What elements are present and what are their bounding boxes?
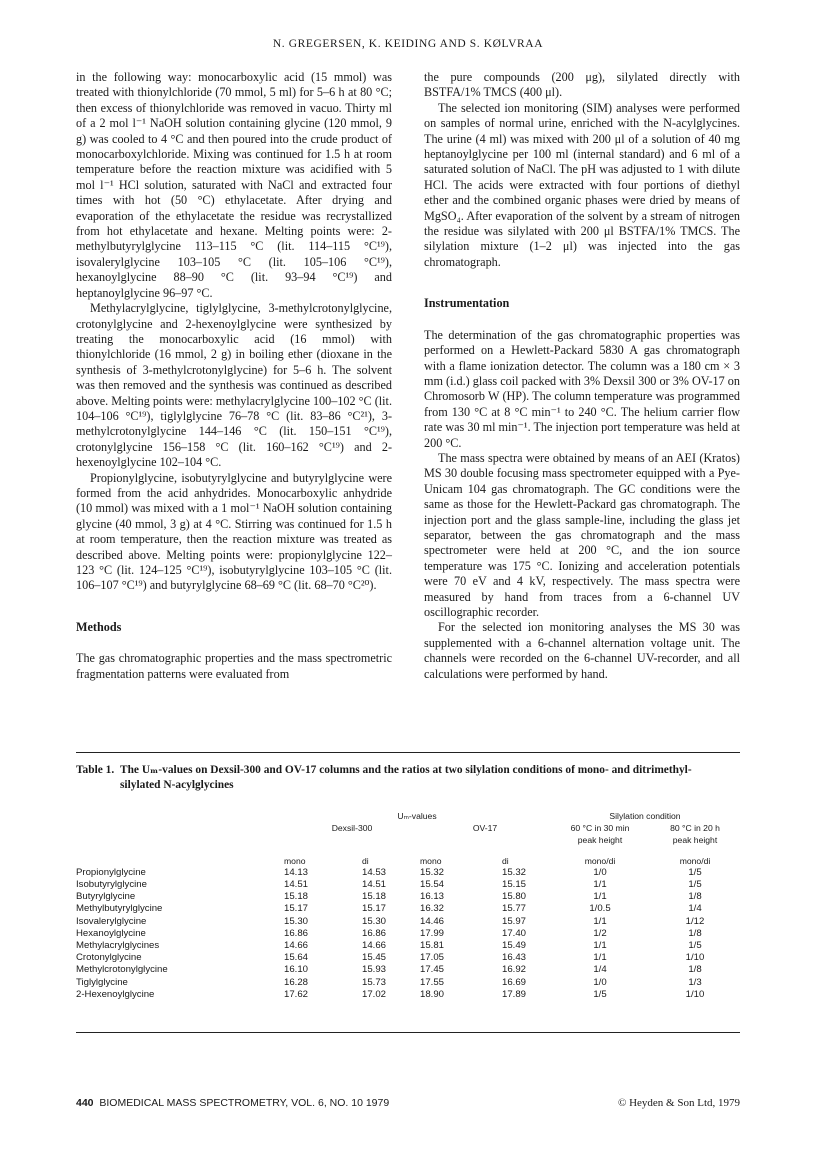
paragraph: For the selected ion monitoring analyses the MS 30 was supplemented with a 6-channel alternation voltage unit. The channels were recorded on the 6-channel UV-recorder, and all calculations were performed by hand.: [424, 620, 740, 681]
table-cell: 15.30: [284, 915, 309, 927]
table-cell: 15.97: [502, 915, 527, 927]
header-um-values: Uₘ-values: [397, 811, 437, 821]
subheader-cell: mono: [420, 855, 442, 866]
table-cell: 14.66: [284, 940, 309, 952]
table-cell: 14.53: [362, 866, 387, 878]
journal-name: BIOMEDICAL MASS SPECTROMETRY, VOL. 6, NO. 10 1979: [99, 1097, 390, 1109]
header-cond1: 60 °C in 30 min: [570, 823, 630, 834]
table-cell: 15.93: [362, 964, 387, 976]
compound-name: Methylacrylglycines: [76, 940, 160, 952]
compound-name: Propionylglycine: [76, 866, 146, 878]
table-cell: 15.80: [502, 891, 527, 903]
paragraph: The selected ion monitoring (SIM) analyses were performed on samples of normal urine, enriched with the N-acylglycines. The urine (4 ml) was mixed with 200 μl of a solution of 40 mg heptanoylglycine per 100 ml (internal standard) and 6 ml of a saturated solution of NaCl. The pH was adjusted to 1 with dilute HCl. The acids were extracted with four portions of diethyl ether and the combined organic phases were dried by means of MgSO₄. After evaporation of the solvent by a stream of nitrogen the residue was silylated with 200 μl BSTFA/1% TMCS. The silylation mixture (1–2 μl) was injected into the gas chromatograph.: [424, 100, 740, 269]
subheader-cell: mono: [284, 855, 306, 866]
table-cell: 16.43: [502, 952, 527, 964]
table-cell: 17.45: [420, 964, 445, 976]
table-cell: 16.10: [284, 964, 309, 976]
caption-text-cont: silylated N-acylglycines: [120, 779, 234, 791]
table-cell: 15.73: [362, 976, 387, 988]
table-cell: 15.54: [420, 879, 445, 891]
section-heading-instrumentation: Instrumentation: [424, 296, 510, 311]
table-cell: 15.18: [362, 891, 387, 903]
section-heading-methods: Methods: [76, 619, 122, 634]
table-cell: 16.92: [502, 964, 527, 976]
table-cell: 1/1: [593, 952, 607, 964]
table-row: [76, 916, 740, 928]
table-row: [76, 989, 740, 1001]
compound-name: Tiglylglycine: [76, 976, 128, 988]
table-cell: 1/2: [593, 927, 607, 939]
paragraph: The determination of the gas chromatographic properties was performed on a Hewlett-Packard 5830 A gas chromatograph with a flame ionization detector. The column was a 180 cm × 3 mm (i.d.) glass coil packed with 3% Dexsil 300 or 3% OV-17 on Chromosorb W (HP). The column temperature was programmed from 130 °C at 8 °C min⁻¹ to 240 °C. The helium carrier flow rate was 30 ml min⁻¹. The injection port temperature was held at 200 °C.: [424, 327, 740, 450]
page-number: 440: [76, 1097, 94, 1109]
table-cell: 17.89: [502, 988, 527, 1000]
table-cell: 15.17: [362, 903, 387, 915]
table-cell: 15.32: [502, 866, 527, 878]
table-cell: 1/0: [593, 976, 607, 988]
subheader-cell: mono/di: [584, 855, 616, 866]
header-dexsil: Dexsil-300: [331, 823, 373, 834]
table-cell: 15.45: [362, 952, 387, 964]
compound-name: Methylcrotonylglycine: [76, 964, 168, 976]
table-cell: 1/3: [688, 976, 702, 988]
table-bottom-rule: [76, 1032, 740, 1033]
table-cell: 1/1: [593, 915, 607, 927]
table-cell: 15.30: [362, 915, 387, 927]
header-ov17: OV-17: [472, 823, 498, 834]
table-cell: 1/0.5: [589, 903, 611, 915]
subheader-cell: di: [362, 855, 369, 866]
table-cell: 15.17: [284, 903, 309, 915]
table-row: [76, 977, 740, 989]
data-table: [76, 810, 740, 1001]
table-cell: 17.40: [502, 927, 527, 939]
page-footer: [76, 1097, 740, 1109]
paragraph: Propionylglycine, isobutyrylglycine and butyrylglycine were formed from the acid anhydrides. Monocarboxylic anhydride (10 mmol) was mixed with a 1 mol⁻¹ NaOH solution containing glycine (40 mmol, 3 g) at 4 °C. Stirring was continued for 1.5 h at room temperature, then the reaction mixture was treated as described above. Melting points were: propionylglycine 122–123 °C (lit. 124–125 °C¹⁹), isobutyrylglycine 103–105 °C (lit. 106–107 °C¹⁹) and butyrylglycine 68–69 °C (lit. 68–70 °C²⁰).: [76, 470, 392, 593]
table-row: [76, 867, 740, 879]
table-cell: 16.86: [284, 927, 309, 939]
caption-text: The Uₘ-values on Dexsil-300 and OV-17 columns and the ratios at two silylation conditions of mono- and ditrimethyl-: [120, 764, 692, 776]
table-cell: 16.13: [420, 891, 445, 903]
table-cell: 1/5: [688, 866, 702, 878]
table-cell: 1/1: [593, 940, 607, 952]
table-cell: 1/8: [688, 891, 702, 903]
header-peak2: peak height: [672, 835, 718, 846]
table-cell: 1/5: [688, 940, 702, 952]
right-column: [424, 70, 740, 682]
header-cond2: 80 °C in 20 h: [670, 823, 720, 834]
table-cell: 1/4: [593, 964, 607, 976]
table-cell: 17.99: [420, 927, 445, 939]
table-cell: 17.02: [362, 988, 387, 1000]
copyright: © Heyden & Son Ltd, 1979: [617, 1097, 740, 1109]
compound-name: Isobutyrylglycine: [76, 879, 147, 891]
table-cell: 1/1: [593, 891, 607, 903]
table-top-rule: [76, 752, 740, 753]
table-cell: 15.49: [502, 940, 527, 952]
table-cell: 17.05: [420, 952, 445, 964]
table-cell: 16.69: [502, 976, 527, 988]
subheader-row: [76, 855, 740, 867]
header-peak1: peak height: [577, 835, 623, 846]
table-cell: 1/1: [593, 879, 607, 891]
table-cell: 1/10: [685, 952, 705, 964]
paragraph: the pure compounds (200 μg), silylated directly with BSTFA/1% TMCS (400 μl).: [424, 70, 740, 100]
table-cell: 16.86: [362, 927, 387, 939]
table-cell: 14.66: [362, 940, 387, 952]
table-cell: 1/8: [688, 964, 702, 976]
left-column: [76, 70, 392, 682]
table-row: [76, 903, 740, 915]
table-cell: 15.15: [502, 879, 527, 891]
table-cell: 1/10: [685, 988, 705, 1000]
table-cell: 1/0: [593, 866, 607, 878]
table-cell: 1/8: [688, 927, 702, 939]
table-caption: [76, 763, 740, 793]
table-cell: 1/5: [688, 879, 702, 891]
compound-name: 2-Hexenoylglycine: [76, 988, 155, 1000]
table-cell: 17.55: [420, 976, 445, 988]
subheader-cell: mono/di: [679, 855, 711, 866]
table-row: [76, 952, 740, 964]
table-cell: 15.32: [420, 866, 445, 878]
table-cell: 1/5: [593, 988, 607, 1000]
table-cell: 15.81: [420, 940, 445, 952]
table-row: [76, 964, 740, 976]
compound-name: Crotonylglycine: [76, 952, 142, 964]
table-row: [76, 891, 740, 903]
compound-name: Methylbutyrylglycine: [76, 903, 163, 915]
paragraph: in the following way: monocarboxylic acid (15 mmol) was treated with thionylchloride (70 mmol, 5 ml) for 5–6 h at 80 °C; then excess of thionylchloride was removed in vacuo. Thirty ml of a 2 mol l⁻¹ NaOH solution containing glycine (120 mmol, 9 g) was cooled to 4 °C and then poured into the crude product of monocarboxylchloride. Mixing was continued for 1.5 h at room temperature before the reaction mixture was acidified with 5 mol l⁻¹ HCl solution, saturated with NaCl and extracted four times with hot (50 °C) ethylacetate. After drying and evaporation of the ethylacetate the residue was recrystallized from hot ethylacetate and hexane. Melting points were: 2-methylbutyrylglycine 113–115 °C (lit. 114–115 °C¹⁹), isovalerylglycine 103–105 °C (lit. 105–106 °C¹⁹), hexanoylglycine 88–90 °C (lit. 93–94 °C¹⁹) and heptanoylglycine 96–97 °C.: [76, 70, 392, 300]
table-label: Table 1.: [76, 764, 115, 776]
paragraph: The gas chromatographic properties and the mass spectrometric fragmentation patterns were evaluated from: [76, 651, 392, 681]
table-cell: 16.28: [284, 976, 309, 988]
table-cell: 15.64: [284, 952, 309, 964]
table-cell: 14.51: [284, 879, 309, 891]
table-cell: 16.32: [420, 903, 445, 915]
table-cell: 14.51: [362, 879, 387, 891]
table-cell: 14.46: [420, 915, 445, 927]
paragraph: Methylacrylglycine, tiglylglycine, 3-methylcrotonylglycine, crotonylglycine and 2-hexenoylglycine were synthesized by treating the monocarboxylic acid (16 mmol) with thionylchloride (16 mmol, 2 g) in boiling ether (dioxane in the synthesis of 3-methylcrotonylglycine) for 5–6 h. The solvent was then removed and the synthesis was continued as described above. Melting points were: methylacrylglycine 100–102 °C (lit. 104–106 °C¹⁹), tiglylglycine 76–78 °C (lit. 83–86 °C²¹), 3-methylcrotonylglycine 144–146 °C (lit. 150–151 °C¹⁹), crotonylglycine 156–158 °C (lit. 160–162 °C¹⁹) and 2-hexenoylglycine 102–104 °C.: [76, 301, 392, 470]
table-row: [76, 879, 740, 891]
header-silylation: Silylation condition: [609, 811, 681, 821]
table-cell: 1/4: [688, 903, 702, 915]
table-cell: 1/12: [685, 915, 705, 927]
table-row: [76, 928, 740, 940]
paragraph: The mass spectra were obtained by means of an AEI (Kratos) MS 30 double focusing mass spectrometer equipped with a Pye-Unicam 104 gas chromatograph. The GC conditions were the same as those for the Hewlett-Packard gas chromatograph. The injection port and the glass sample-line, including the glass jet separator, between the gas chromatograph and the mass spectrometer were held at 200 °C, and the ion source temperature was 175 °C. Ionizing and acceleration potentials were 70 eV and 4 kV, respectively. The mass spectra were measured by hand from traces from a 6-channel UV oscillographic recorder.: [424, 450, 740, 619]
table-cell: 15.18: [284, 891, 309, 903]
compound-name: Hexanoylglycine: [76, 927, 146, 939]
compound-name: Butyrylglycine: [76, 891, 136, 903]
running-head: N. GREGERSEN, K. KEIDING AND S. KØLVRAA: [272, 38, 544, 50]
table-cell: 18.90: [420, 988, 445, 1000]
table-cell: 14.13: [284, 866, 309, 878]
table-cell: 15.77: [502, 903, 527, 915]
subheader-cell: di: [502, 855, 509, 866]
table-cell: 17.62: [284, 988, 309, 1000]
compound-name: Isovalerylglycine: [76, 915, 147, 927]
table-row: [76, 940, 740, 952]
